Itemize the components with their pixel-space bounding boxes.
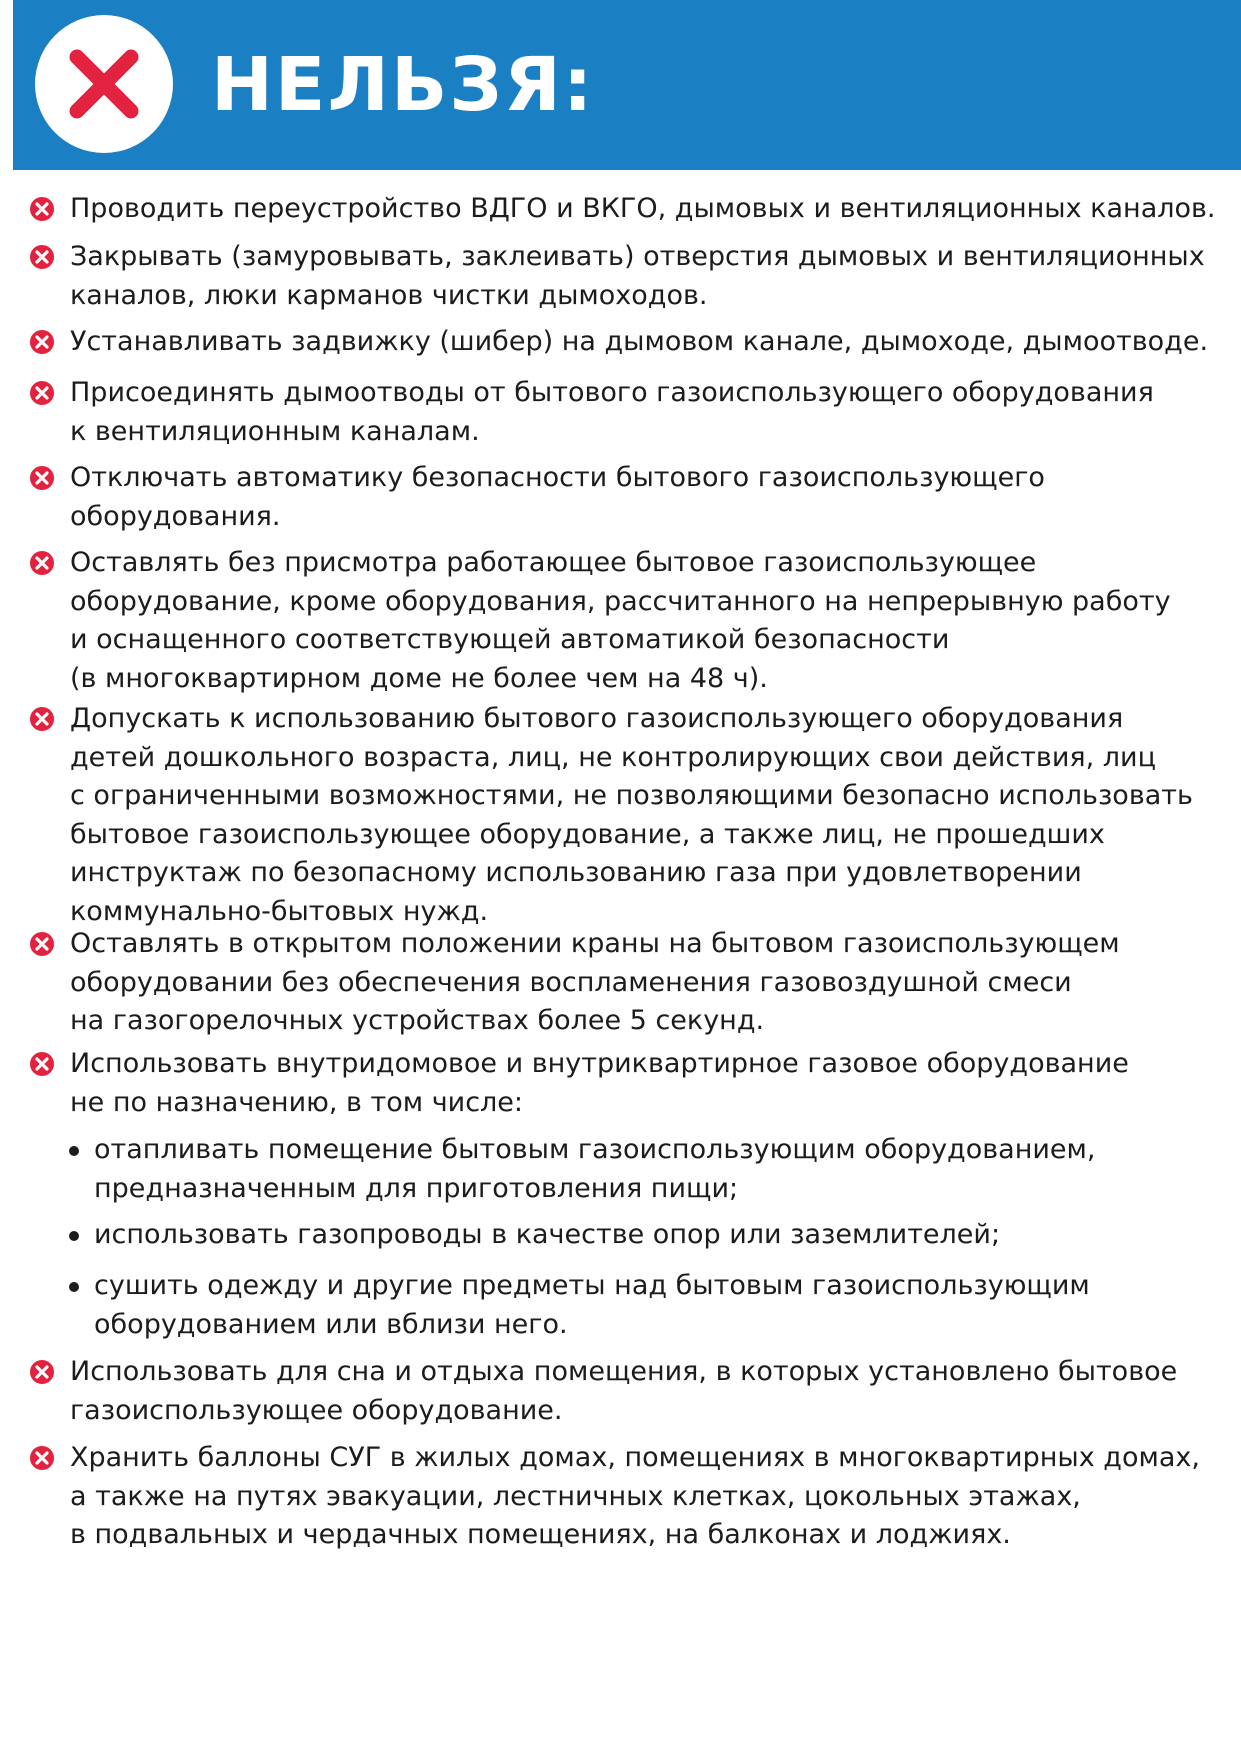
cross-bullet-icon (29, 1051, 55, 1077)
item-text: использовать газопроводы в качестве опор или заземлителей; (94, 1219, 1001, 1250)
item-text: Закрывать (замуровывать, заклеивать) отверстия дымовых и вентиляционных каналов, люки карманов чистки дымоходов. (70, 241, 1205, 311)
item-text: Использовать внутридомовое и внутриквартирное газовое оборудование не по назначению, в том числе: (70, 1048, 1129, 1118)
bullet-dot-icon (69, 1282, 79, 1292)
item-text: отапливать помещение бытовым газоиспользующим оборудованием, предназначенным для приготовления пищи; (94, 1134, 1096, 1204)
item-text: Отключать автоматику безопасности бытового газоиспользующего оборудования. (70, 462, 1045, 532)
bullet-dot-icon (69, 1146, 79, 1156)
item-text: Оставлять без присмотра работающее бытовое газоиспользующее оборудование, кроме оборудования, рассчитанного на непрерывную работу и оснащенного соответствующей автоматикой безопасности (в многоквартирном доме не более чем на 48 ч). (70, 547, 1171, 694)
cross-bullet-icon (29, 1445, 55, 1471)
cross-bullet-icon (29, 196, 55, 222)
item-text: Проводить переустройство ВДГО и ВКГО, дымовых и вентиляционных каналов. (70, 193, 1216, 224)
item-text: Устанавливать задвижку (шибер) на дымовом канале, дымоходе, дымоотводе. (70, 326, 1209, 357)
cross-bullet-icon (29, 550, 55, 576)
item-text: Присоединять дымоотводы от бытового газоиспользующего оборудования к вентиляционным каналам. (70, 377, 1154, 447)
cross-bullet-icon (29, 706, 55, 732)
cross-bullet-icon (29, 1359, 55, 1385)
item-text: Допускать к использованию бытового газоиспользующего оборудования детей дошкольного возраста, лиц, не контролирующих свои действия, лиц с ограниченными возможностями, не позволяющими безопасно использовать бытовое газоиспользующее оборудование, а также лиц, не прошедших инструктаж по безопасному использованию газа при удовлетворении коммунально-бытовых нужд. (70, 703, 1193, 927)
item-text: Оставлять в открытом положении краны на бытовом газоиспользующем оборудовании без обеспечения воспламенения газовоздушной смеси на газогорелочных устройствах более 5 секунд. (70, 928, 1120, 1036)
cross-bullet-icon (29, 329, 55, 355)
item-text: Хранить баллоны СУГ в жилых домах, помещениях в многоквартирных домах, а также на путях эвакуации, лестничных клетках, цокольных этажах, в подвальных и чердачных помещениях, на балконах и лоджиях. (70, 1442, 1200, 1550)
item-text: Использовать для сна и отдыха помещения, в которых установлено бытовое газоиспользующее оборудование. (70, 1356, 1178, 1426)
cross-bullet-icon (29, 380, 55, 406)
cross-bullet-icon (29, 931, 55, 957)
cross-bullet-icon (29, 465, 55, 491)
cross-bullet-icon (29, 244, 55, 270)
page-title: НЕЛЬЗЯ: (211, 42, 595, 128)
bullet-dot-icon (69, 1231, 79, 1241)
item-text: сушить одежду и другие предметы над бытовым газоиспользующим оборудованием или вблизи него. (94, 1270, 1090, 1340)
